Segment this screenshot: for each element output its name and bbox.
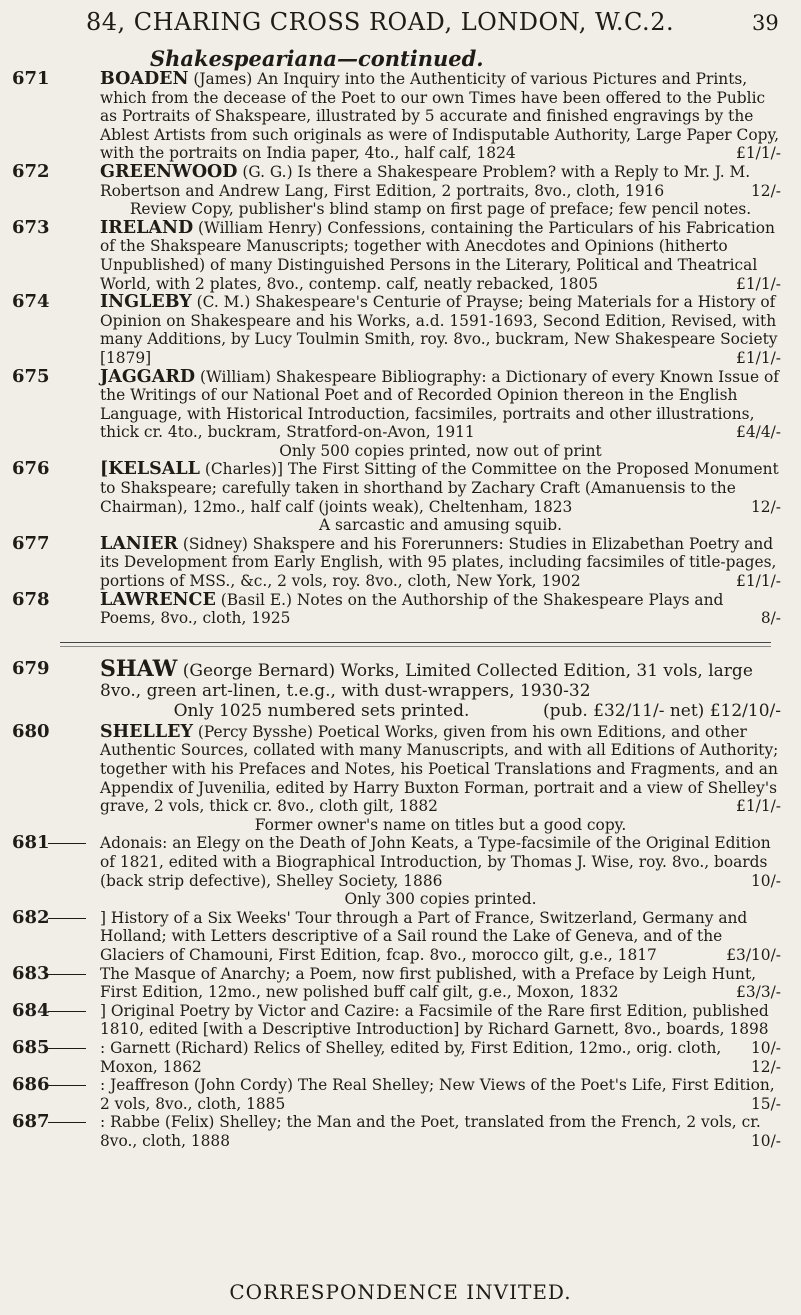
entry-note: Only 1025 numbered sets printed. (173, 700, 470, 721)
entry-number: 683 (12, 962, 50, 984)
entry-description: (William) Shakespeare Bibliography: a Dictionary of every Known Issue of the Writings of our National Poet and of Recorded Opinion thereon in the English Language, with Historical Introduction, facsimiles, portraits and other illustrations, thick cr. 4to., buckram, Stratford-on-Avon, 1911 (100, 367, 779, 442)
entry-description: : Rabbe (Felix) Shelley; the Man and the Poet, translated from the French, 2 vols, cr. 8vo., cloth, 1888 (100, 1113, 761, 1150)
entry-description: ] History of a Six Weeks' Tour through a Part of France, Switzerland, Germany and Holland; with Letters descriptive of a Sail round the Lake of Geneva, and of the Glaciers of Chamouni, First Edition, fcap. 8vo., morocco gilt, g.e., 1817 (100, 908, 748, 964)
entry-description: (James) An Inquiry into the Authenticity of various Pictures and Prints, which from the decease of the Poet to our own Times have been offered to the Public as Portraits of Shakspeare, illustrated by 5 accurate and finished engravings by the Ablest Artists from such originals as were of Indisputable Authority, Large Paper Copy, with the portraits on India paper, 4to., half calf, 1824 (100, 70, 779, 163)
entry-price: £1/1/- (736, 274, 781, 293)
catalogue-entry (0, 588, 801, 628)
entry-price: 15/- (751, 1094, 781, 1113)
entry-number: 671 (12, 68, 50, 89)
section-rule (60, 642, 771, 647)
entry-price: £3/10/- (726, 945, 781, 964)
catalogue-entry (0, 1076, 801, 1113)
entry-number: 681 (12, 832, 50, 854)
ditto-dash (48, 1122, 86, 1123)
entry-author: IRELAND (100, 217, 194, 238)
entry-price: £1/1/- (736, 144, 781, 163)
entry-author: INGLEBY (100, 292, 192, 313)
entry-price: 12/- (751, 181, 781, 200)
running-title: 84, CHARING CROSS ROAD, LONDON, W.C.2. (86, 8, 675, 36)
catalogue-entry (0, 655, 801, 721)
entry-description: (Percy Bysshe) Poetical Works, given from his own Editions, and other Authentic Sources, collated with many Manuscripts, and with all Editions of Authority; together with his Prefaces and Notes, his Poetical Translations and Fragments, and an Appendix of Juvenilia, edited by Harry Buxton Forman, portrait and a view of Shelley's grave, 2 vols, thick cr. 8vo., cloth gilt, 1882 (100, 722, 779, 816)
catalogue-entry (0, 216, 801, 293)
catalogue-entry (0, 460, 801, 534)
entry-note: Only 300 copies printed. (344, 890, 537, 909)
entry-description: (C. M.) Shakespeare's Centurie of Prayse; being Materials for a History of Opinion on Shakespeare and his Works, a.d. 1591-1693, Second Edition, Revised, with many Additions, by Lucy Toulmin Smith, roy. 8vo., buckram, New Shakespeare Society [1879] (100, 293, 778, 367)
catalogue-entry (0, 834, 801, 908)
entry-author: BOADEN (100, 69, 189, 89)
entry-price: 12/- (751, 497, 781, 516)
entry-author: GREENWOOD (100, 161, 238, 182)
entry-price: £1/1/- (736, 572, 781, 591)
entry-number: 678 (12, 588, 50, 610)
entry-description: (William Henry) Confessions, containing the Particulars of his Fabrication of the Shakspeare Manuscripts; together with Anecdotes and Opinions (hitherto Unpublished) of many Distinguished Persons in the Literary, Political and Theatrical World, with 2 plates, 8vo., contemp. calf, neatly rebacked, 1805 (100, 218, 775, 293)
entry-price: £1/1/- (736, 348, 781, 367)
entry-description: ] Original Poetry by Victor and Cazire: a Facsimile of the Rare first Edition, published 1810, edited [with a Descriptive Introduction] by Richard Garnett, 8vo., boards, 1898 (100, 1001, 769, 1039)
entry-description: (Charles)] The First Sitting of the Committee on the Proposed Monument to Shakspeare; carefully taken in shorthand by Zachary Craft (Amanuensis to the Chairman), 12mo., half calf (joints weak), Cheltenham, 1823 (100, 460, 779, 516)
catalogue-entry (0, 720, 801, 835)
entry-note: A sarcastic and amusing squib. (318, 516, 563, 535)
entry-number: 672 (12, 160, 50, 182)
entry-description: (Basil E.) Notes on the Authorship of the Shakespeare Plays and Poems, 8vo., cloth, 1925 (100, 590, 724, 628)
entry-note: Former owner's name on titles but a good copy. (254, 815, 627, 834)
catalogue-entry (0, 1036, 801, 1076)
entry-number: 675 (12, 365, 50, 387)
ditto-dash (48, 1048, 86, 1049)
catalogue-entry (0, 532, 801, 591)
entry-price: 10/- (751, 1038, 781, 1057)
entry-description: : Garnett (Richard) Relics of Shelley, edited by, First Edition, 12mo., orig. cloth, Moxon, 1862 (100, 1038, 722, 1076)
entry-author: SHELLEY (100, 721, 193, 742)
entry-number: 685 (12, 1036, 50, 1058)
entry-price: £4/4/- (736, 423, 781, 442)
entry-number: 687 (12, 1111, 50, 1133)
catalogue-entry (0, 293, 801, 367)
entry-price: (pub. £32/11/- net) £12/10/- (543, 700, 781, 721)
ditto-dash (48, 974, 86, 975)
entry-note: Only 500 copies printed, now out of print (279, 441, 602, 460)
entry-number: 686 (12, 1074, 50, 1096)
entry-price: 12/- (751, 1057, 781, 1076)
catalogue-entry (0, 1113, 801, 1150)
entry-description: (Sidney) Shakspere and his Forerunners: Studies in Elizabethan Poetry and its Development from Early English, with 95 plates, including facsimiles of title-pages, portions of MSS., &c., 2 vols, roy. 8vo., cloth, New York, 1902 (100, 534, 777, 591)
entry-price: £3/3/- (736, 983, 781, 1002)
ditto-dash (48, 918, 86, 919)
entry-number: 682 (12, 906, 50, 928)
entry-number: 673 (12, 216, 50, 238)
entry-description: Adonais: an Elegy on the Death of John Keats, a Type-facsimile of the Original Edition of 1821, edited with a Biographical Introduction, by Thomas J. Wise, roy. 8vo., boards (back strip defective), Shelley Society, 1886 (100, 834, 771, 890)
entry-note: Review Copy, publisher's blind stamp on first page of preface; few pencil notes. (129, 200, 752, 219)
entry-price: 10/- (751, 1131, 781, 1150)
catalogue-entry (0, 962, 801, 1002)
entry-description: (George Bernard) Works, Limited Collected Edition, 31 vols, large 8vo., green art-linen, t.e.g., with dust-wrappers, 1930-32 (100, 660, 753, 701)
entry-author: LANIER (100, 533, 178, 554)
catalogue-entry (0, 906, 801, 965)
catalogue-entry (0, 365, 801, 461)
catalogue-entry (0, 160, 801, 219)
entry-description: The Masque of Anarchy; a Poem, now first published, with a Preface by Leigh Hunt, First Edition, 12mo., new polished buff calf gilt, g.e., Moxon, 1832 (100, 964, 757, 1002)
ditto-dash (48, 843, 86, 844)
entry-number: 677 (12, 532, 50, 554)
entry-number: 684 (12, 999, 50, 1021)
page-number: 39 (752, 11, 779, 35)
ditto-dash (48, 1085, 86, 1086)
entry-number: 676 (12, 458, 50, 480)
entry-price: £1/1/- (736, 797, 781, 816)
entry-number: 680 (12, 720, 50, 742)
page-header (0, 8, 801, 38)
ditto-dash (48, 1011, 86, 1012)
entry-number: 679 (12, 657, 50, 679)
entry-author: JAGGARD (100, 366, 196, 387)
entry-author: SHAW (100, 655, 178, 682)
footer-note: CORRESPONDENCE INVITED. (229, 1280, 572, 1304)
entry-number: 674 (12, 291, 50, 313)
entry-description: : Jeaffreson (John Cordy) The Real Shelley; New Views of the Poet's Life, First Edition, 2 vols, 8vo., cloth, 1885 (100, 1076, 775, 1113)
entry-list (0, 70, 801, 1150)
entry-author: [KELSALL (100, 459, 200, 480)
catalogue-entry (0, 70, 801, 163)
entry-price: 8/- (760, 609, 781, 628)
section-title: Shakespeariana—continued. (150, 46, 484, 71)
entry-price: 10/- (751, 871, 781, 890)
entry-description: (G. G.) Is there a Shakespeare Problem? with a Reply to Mr. J. M. Robertson and Andrew Lang, First Edition, 2 portraits, 8vo., cloth, 1916 (100, 162, 751, 200)
entry-author: LAWRENCE (100, 589, 216, 610)
